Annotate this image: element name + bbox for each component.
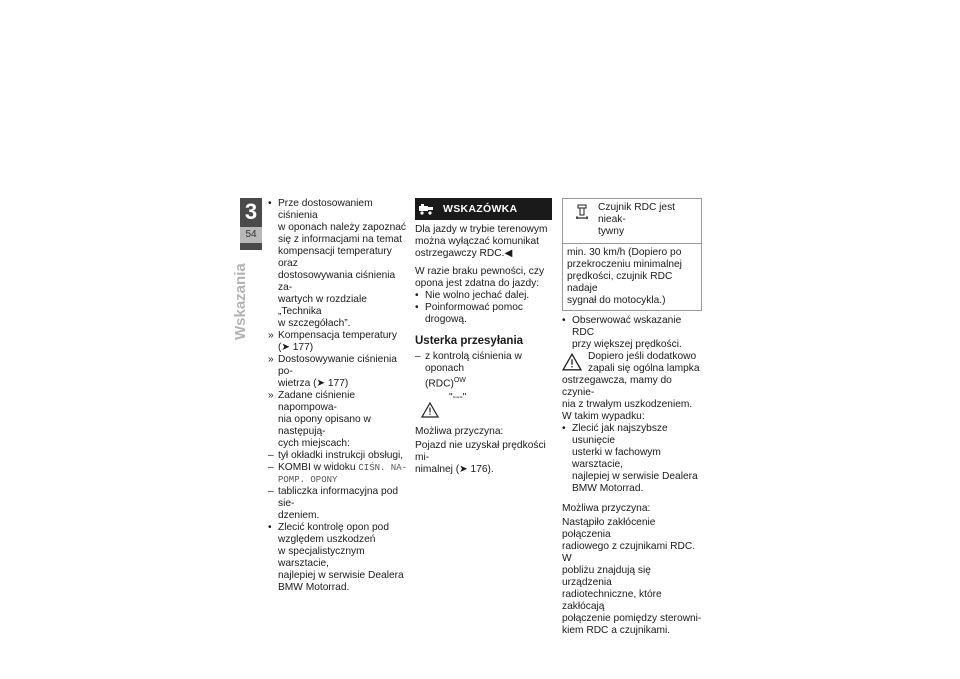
page-reference-link[interactable]: nimalnej (➤ 176). [415, 464, 494, 476]
text-line: Zlecić kontrolę opon pod [278, 522, 389, 533]
text-line: względem uszkodzeń [278, 534, 376, 545]
list-item [268, 522, 410, 594]
tire-pressure-sensor-icon [566, 202, 598, 238]
col3-list-2 [562, 423, 702, 495]
text-line: Poinformować pomoc drogową. [425, 302, 523, 325]
list-item [268, 390, 410, 450]
text-line: BMW Motorrad. [278, 582, 350, 593]
text-line: Dopiero jeśli dodatkowo [588, 351, 697, 362]
text-line: przy większej prędkości. [572, 339, 682, 350]
table-row [563, 199, 701, 244]
display-text: CIŚN. NA- [358, 463, 408, 473]
text-line: z kontrolą ciśnienia w oponach [425, 351, 522, 374]
text-line: Pojazd nie uzyskał prędkości mi- [415, 440, 546, 464]
list-item [415, 351, 552, 390]
warning-note [562, 351, 702, 375]
dash-marker: – [268, 462, 274, 473]
paragraph [415, 224, 552, 260]
note-continuation [562, 375, 702, 423]
text-line: min. 30 km/h (Dopiero po [567, 247, 682, 258]
text-line: dostosowywania ciśnienia za- [278, 270, 396, 293]
text-line: w specjalistycznym warsztacie, [278, 546, 365, 569]
table-row [563, 244, 701, 310]
text-line: opona jest zdatna do jazdy: [415, 278, 540, 289]
offroad-motorcycle-icon [415, 198, 437, 220]
section-side-label: Wskazania [232, 263, 249, 340]
text-line: radiotechniczne, które zakłócają [562, 589, 662, 612]
list-item [562, 315, 702, 351]
col3-list-1 [562, 315, 702, 351]
text-line: Kompensacja temperatury [278, 330, 397, 341]
text-line: Zadane ciśnienie napompowa- [278, 390, 356, 413]
text-fragment: KOMBI w widoku [278, 462, 356, 473]
cause-label: Możliwa przyczyna: [562, 503, 651, 514]
warning-triangle-icon [562, 353, 582, 371]
cause-text [562, 517, 702, 637]
column-3 [562, 198, 702, 637]
text-line: W takim wypadku: [562, 411, 645, 422]
text-line: Prze dostosowaniem ciśnienia [278, 198, 373, 221]
col1-list [268, 198, 410, 594]
cause-text [415, 440, 552, 476]
arrow-marker: » [268, 330, 274, 341]
section-heading: Usterka przesyłania [415, 335, 524, 347]
arrow-marker: » [268, 390, 274, 401]
text-line: W razie braku pewności, czy [415, 266, 545, 277]
text-line: pobliżu znajdują się urządzenia [562, 565, 651, 588]
dash-marker: – [268, 450, 274, 461]
col2-bullets [415, 290, 552, 326]
bullet-marker: • [415, 302, 419, 313]
text-line: najlepiej w serwisie Dealera [278, 570, 404, 581]
dash-marker: – [415, 351, 421, 362]
text-line: prędkości, czujnik RDC nadaje [567, 271, 673, 294]
text-line: ostrzegawczy RDC.◀ [415, 248, 513, 259]
chapter-tab [240, 198, 262, 250]
text-line: cych miejscach: [278, 438, 350, 449]
display-indicator-text: "---" [449, 392, 467, 404]
text-line: tył okładki instrukcji obsługi, [278, 450, 404, 461]
list-item [415, 290, 552, 302]
note-title: WSKAZÓWKA [443, 203, 518, 215]
list-item [268, 486, 410, 522]
chapter-number: 3 [244, 199, 258, 224]
bullet-marker: • [562, 423, 566, 434]
text-line: w oponach należy zapoznać [278, 222, 406, 233]
page-reference-link[interactable]: (➤ 177) [278, 342, 314, 353]
text-line: Czujnik RDC jest nieak- [598, 202, 675, 225]
display-text: POMP. OPONY [278, 475, 338, 485]
note-header [415, 198, 552, 220]
list-item [415, 302, 552, 326]
text-line: Zlecić jak najszybsze usunięcie [572, 423, 668, 446]
arrow-marker: » [268, 354, 274, 365]
col2-dash-list [415, 351, 552, 390]
list-item [268, 450, 410, 462]
text-line: najlepiej w serwisie Dealera [572, 471, 698, 482]
bullet-marker: • [562, 315, 566, 326]
text-line: Nastąpiło zakłócenie połączenia [562, 517, 656, 540]
text-line: nia opony opisano w następują- [278, 414, 371, 437]
list-item [268, 198, 410, 330]
text-line: w szczegółach”. [278, 318, 351, 329]
text-line: można wyłączać komunikat [415, 236, 539, 247]
dash-marker: – [268, 486, 274, 497]
page-reference-link[interactable]: wietrza (➤ 177) [278, 378, 349, 389]
text-line: tywny [598, 226, 625, 237]
text-line: kompensacji temperatury oraz [278, 246, 392, 269]
text-line: radiowego z czujnikami RDC. W [562, 541, 696, 564]
text-line: sygnał do motocykla.) [567, 295, 666, 306]
page-number: 54 [240, 227, 262, 243]
text-fragment: (RDC) [425, 378, 454, 390]
option-superscript: OW [453, 377, 466, 384]
text-line: Dla jazdy w trybie terenowym [415, 224, 548, 235]
text-line: dzeniem. [278, 510, 320, 521]
note-text [586, 351, 700, 375]
text-line: usterki w fachowym warsztacie, [572, 447, 661, 470]
text-line: zapali się ogólna lampka [588, 363, 700, 374]
column-1 [268, 198, 410, 594]
info-table [562, 198, 702, 311]
list-item [268, 462, 410, 486]
table-cell [598, 202, 698, 238]
text-line: BMW Motorrad. [572, 483, 644, 494]
bullet-marker: • [268, 522, 272, 533]
text-line: się z informacjami na temat [278, 234, 402, 245]
text-line: przekroczeniu minimalnej [567, 259, 682, 270]
text-line: Dostosowywanie ciśnienia po- [278, 354, 397, 377]
bullet-marker: • [415, 290, 419, 301]
bullet-marker: • [268, 198, 272, 209]
text-line: wartych w rozdziale „Technika [278, 294, 367, 317]
text-line: połączenie pomiędzy sterowni- [562, 613, 702, 624]
text-line [278, 462, 410, 474]
text-line: kiem RDC a czujnikami. [562, 625, 671, 636]
text-line: tabliczka informacyjna pod sie- [278, 486, 399, 509]
indicator-row [415, 394, 552, 418]
list-item [268, 330, 410, 354]
cause-label: Możliwa przyczyna: [415, 426, 504, 438]
text-line: Obserwować wskazanie RDC [572, 315, 682, 338]
text-line: Nie wolno jechać dalej. [425, 290, 530, 301]
list-item [562, 423, 702, 495]
text-line [425, 375, 552, 390]
column-2 [415, 198, 552, 476]
list-item [268, 354, 410, 390]
paragraph [415, 266, 552, 290]
text-line: ostrzegawcza, mamy do czynie- [562, 375, 672, 398]
warning-triangle-icon [421, 402, 439, 418]
text-line: nia z trwałym uszkodzeniem. [562, 399, 693, 410]
